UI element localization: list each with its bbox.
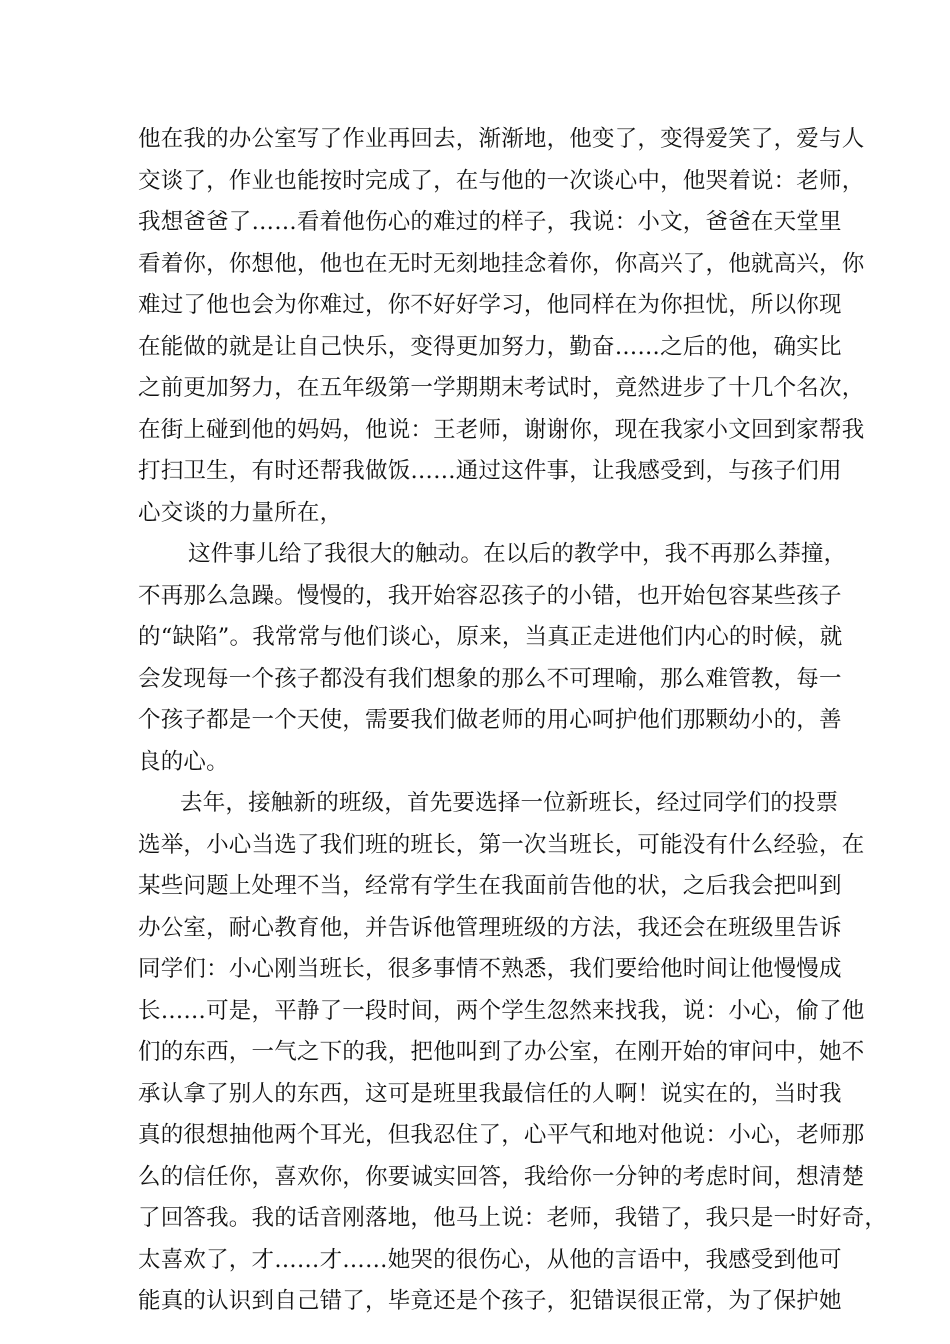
text-line: 在街上碰到他的妈妈，他说：王老师，谢谢你，现在我家小文回到家帮我 (138, 417, 865, 443)
text-line: 之前更加努力，在五年级第一学期期末考试时，竟然进步了十几个名次， (138, 375, 865, 401)
text-line: 看着你，你想他，他也在无时无刻地挂念着你，你高兴了，他就高兴，你 (138, 251, 865, 277)
text-line: 同学们：小心刚当班长，很多事情不熟悉，我们要给他时间让他慢慢成 (138, 956, 842, 982)
text-line: 难过了他也会为你难过，你不好好学习，他同样在为你担忧，所以你现 (138, 292, 842, 318)
text-line: 们的东西，一气之下的我，把他叫到了办公室，在刚开始的审问中，她不 (138, 1039, 865, 1065)
text-line: 良的心。 (138, 749, 229, 775)
text-line: 真的很想抽他两个耳光，但我忍住了，心平气和地对他说：小心，老师那 (138, 1122, 865, 1148)
text-line: 个孩子都是一个天使，需要我们做老师的用心呵护他们那颗幼小的，善 (138, 707, 842, 733)
text-line: 承认拿了别人的东西，这可是班里我最信任的人啊！说实在的，当时我 (138, 1081, 842, 1107)
text-line: 了回答我。我的话音刚落地，他马上说：老师，我错了，我只是一时好奇， (138, 1205, 888, 1231)
text-line: 选举，小心当选了我们班的班长，第一次当班长，可能没有什么经验，在 (138, 832, 865, 858)
text-line: 不再那么急躁。慢慢的，我开始容忍孩子的小错，也开始包容某些孩子 (138, 583, 842, 609)
text-line: 么的信任你，喜欢你，你要诚实回答，我给你一分钟的考虑时间，想清楚 (138, 1164, 865, 1190)
text-line: 打扫卫生，有时还帮我做饭……通过这件事，让我感受到，与孩子们用 (138, 458, 842, 484)
paragraph-first-line: 去年，接触新的班级，首先要选择一位新班长，经过同学们的投票 (180, 790, 839, 816)
text-line: 在能做的就是让自己快乐，变得更加努力，勤奋……之后的他，确实比 (138, 334, 842, 360)
text-line: 某些问题上处理不当，经常有学生在我面前告他的状，之后我会把叫到 (138, 873, 842, 899)
text-line: 的“缺陷”。我常常与他们谈心，原来，当真正走进他们内心的时候，就 (138, 624, 843, 650)
text-line: 太喜欢了，才……才……她哭的很伤心，从他的言语中，我感受到他可 (138, 1247, 842, 1273)
text-line: 办公室，耐心教育他，并告诉他管理班级的方法，我还会在班级里告诉 (138, 915, 842, 941)
text-line: 能真的认识到自己错了，毕竟还是个孩子，犯错误很正常，为了保护她 (138, 1288, 842, 1314)
paragraph-first-line: 这件事儿给了我很大的触动。在以后的教学中，我不再那么莽撞， (188, 541, 847, 567)
text-line: 交谈了，作业也能按时完成了，在与他的一次谈心中，他哭着说：老师， (138, 168, 865, 194)
text-line: 长……可是，平静了一段时间，两个学生忽然来找我，说：小心，偷了他 (138, 998, 865, 1024)
text-line: 我想爸爸了……看着他伤心的难过的样子，我说：小文，爸爸在天堂里 (138, 209, 842, 235)
text-line: 会发现每一个孩子都没有我们想象的那么不可理喻，那么难管教，每一 (138, 666, 842, 692)
text-line: 心交谈的力量所在， (138, 500, 343, 526)
text-line: 他在我的办公室写了作业再回去，渐渐地，他变了，变得爱笑了，爱与人 (138, 126, 865, 152)
